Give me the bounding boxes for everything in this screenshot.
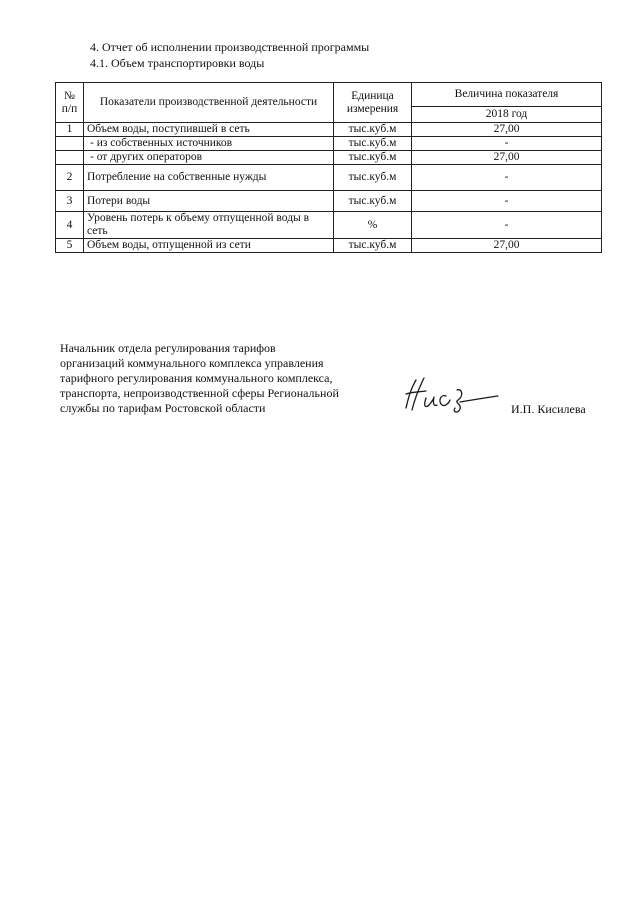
table-row bbox=[56, 137, 602, 151]
subsection-heading: 4.1. Объем транспортировки воды bbox=[90, 56, 265, 70]
row-value: - bbox=[412, 191, 602, 212]
position-line: транспорта, непроизводственной сферы Региональной bbox=[60, 386, 339, 400]
row-indicator: - из собственных источников bbox=[84, 137, 334, 151]
row-value: 27,00 bbox=[412, 151, 602, 165]
position-line: службы по тарифам Ростовской области bbox=[60, 401, 266, 415]
section-heading: 4. Отчет об исполнении производственной программы bbox=[90, 40, 370, 54]
row-unit: % bbox=[334, 212, 412, 239]
row-unit: тыс.куб.м bbox=[334, 137, 412, 151]
water-transport-table bbox=[55, 82, 602, 253]
row-num: 1 bbox=[56, 123, 84, 137]
row-indicator: Объем воды, отпущенной из сети bbox=[84, 239, 334, 253]
header-unit: Единица измерения bbox=[334, 83, 412, 123]
row-num bbox=[56, 137, 84, 151]
row-indicator: Уровень потерь к объему отпущенной воды в сеть bbox=[84, 212, 334, 239]
row-indicator: Потребление на собственные нужды bbox=[84, 165, 334, 191]
row-num: 5 bbox=[56, 239, 84, 253]
signer-name: И.П. Кисилева bbox=[511, 402, 586, 416]
row-indicator: - от других операторов bbox=[84, 151, 334, 165]
position-line: организаций коммунального комплекса управления bbox=[60, 356, 324, 370]
header-value: Величина показателя bbox=[412, 83, 602, 107]
row-value: 27,00 bbox=[412, 123, 602, 137]
table-row bbox=[56, 239, 602, 253]
header-year: 2018 год bbox=[412, 107, 602, 123]
row-value: - bbox=[412, 212, 602, 239]
row-num: 2 bbox=[56, 165, 84, 191]
row-num: 4 bbox=[56, 212, 84, 239]
table-row bbox=[56, 191, 602, 212]
row-unit: тыс.куб.м bbox=[334, 165, 412, 191]
position-line: Начальник отдела регулирования тарифов bbox=[60, 341, 276, 355]
row-num: 3 bbox=[56, 191, 84, 212]
row-unit: тыс.куб.м bbox=[334, 239, 412, 253]
row-unit: тыс.куб.м bbox=[334, 151, 412, 165]
table-row bbox=[56, 123, 602, 137]
row-value: - bbox=[412, 165, 602, 191]
table-row bbox=[56, 212, 602, 239]
table-row bbox=[56, 165, 602, 191]
row-value: - bbox=[412, 137, 602, 151]
row-unit: тыс.куб.м bbox=[334, 123, 412, 137]
signer-position bbox=[60, 341, 380, 416]
header-indicator: Показатели производственной деятельности bbox=[84, 83, 334, 123]
row-unit: тыс.куб.м bbox=[334, 191, 412, 212]
table-row bbox=[56, 151, 602, 165]
position-line: тарифного регулирования коммунального комплекса, bbox=[60, 371, 333, 385]
handwritten-signature bbox=[402, 372, 512, 422]
row-num bbox=[56, 151, 84, 165]
row-indicator: Потери воды bbox=[84, 191, 334, 212]
row-value: 27,00 bbox=[412, 239, 602, 253]
header-num: № п/п bbox=[56, 83, 84, 123]
row-indicator: Объем воды, поступившей в сеть bbox=[84, 123, 334, 137]
